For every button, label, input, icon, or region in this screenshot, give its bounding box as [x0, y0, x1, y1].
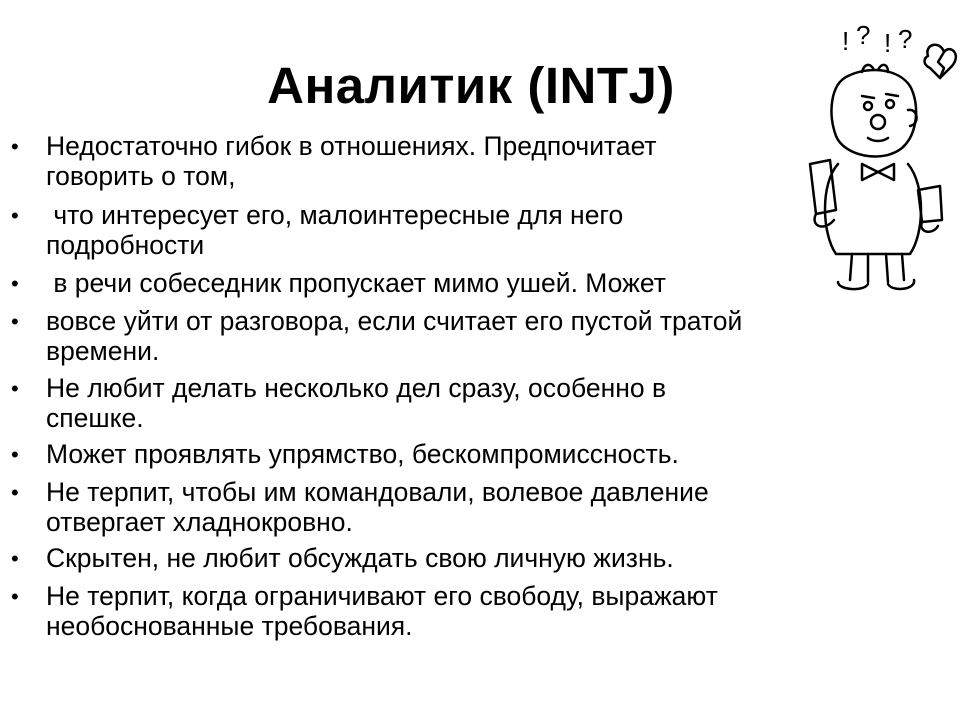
slide-title: Аналитик (INTJ) [267, 57, 675, 114]
confused-cartoon-man-icon [790, 14, 958, 296]
bullet-text: Не любит делать несколько дел сразу, особенно в спешке. [46, 373, 667, 433]
bullet-dot-icon: • [11, 546, 19, 571]
bullet-dot-icon: • [11, 442, 19, 467]
bullet-dot-icon: • [11, 584, 19, 609]
exclamation-mark-icon: ! [884, 28, 892, 58]
bullet-text: Скрытен, не любит обсуждать свою личную жизнь. [46, 543, 674, 573]
bullet-text: вовсе уйти от разговора, если считает его пустой тратой времени. [46, 306, 743, 366]
question-mark-icon: ? [856, 20, 871, 50]
bullet-dot-icon: • [11, 309, 19, 334]
bullet-dot-icon: • [11, 134, 19, 159]
exclamation-mark-icon: ! [842, 26, 850, 56]
bullet-dot-icon: • [11, 203, 19, 228]
bullet-dot-icon: • [11, 480, 19, 505]
bullet-text: что интересует его, малоинтересные для него подробности [46, 200, 624, 260]
bullet-text: в речи собеседник пропускает мимо ушей. Может [46, 268, 666, 298]
bullet-text: Не терпит, чтобы им командовали, волевое давление отвергает хладнокровно. [46, 477, 709, 537]
bullet-text: Может проявлять упрямство, бескомпромиссность. [46, 439, 679, 469]
bullet-text: Недостаточно гибок в отношениях. Предпочитает говорить о том, [46, 131, 657, 191]
bullet-text: Не терпит, когда ограничивают его свободу, выражают необоснованные требования. [46, 581, 718, 641]
question-mark-icon: ? [898, 24, 913, 54]
bullet-dot-icon: • [11, 271, 19, 296]
bullet-dot-icon: • [11, 376, 19, 401]
